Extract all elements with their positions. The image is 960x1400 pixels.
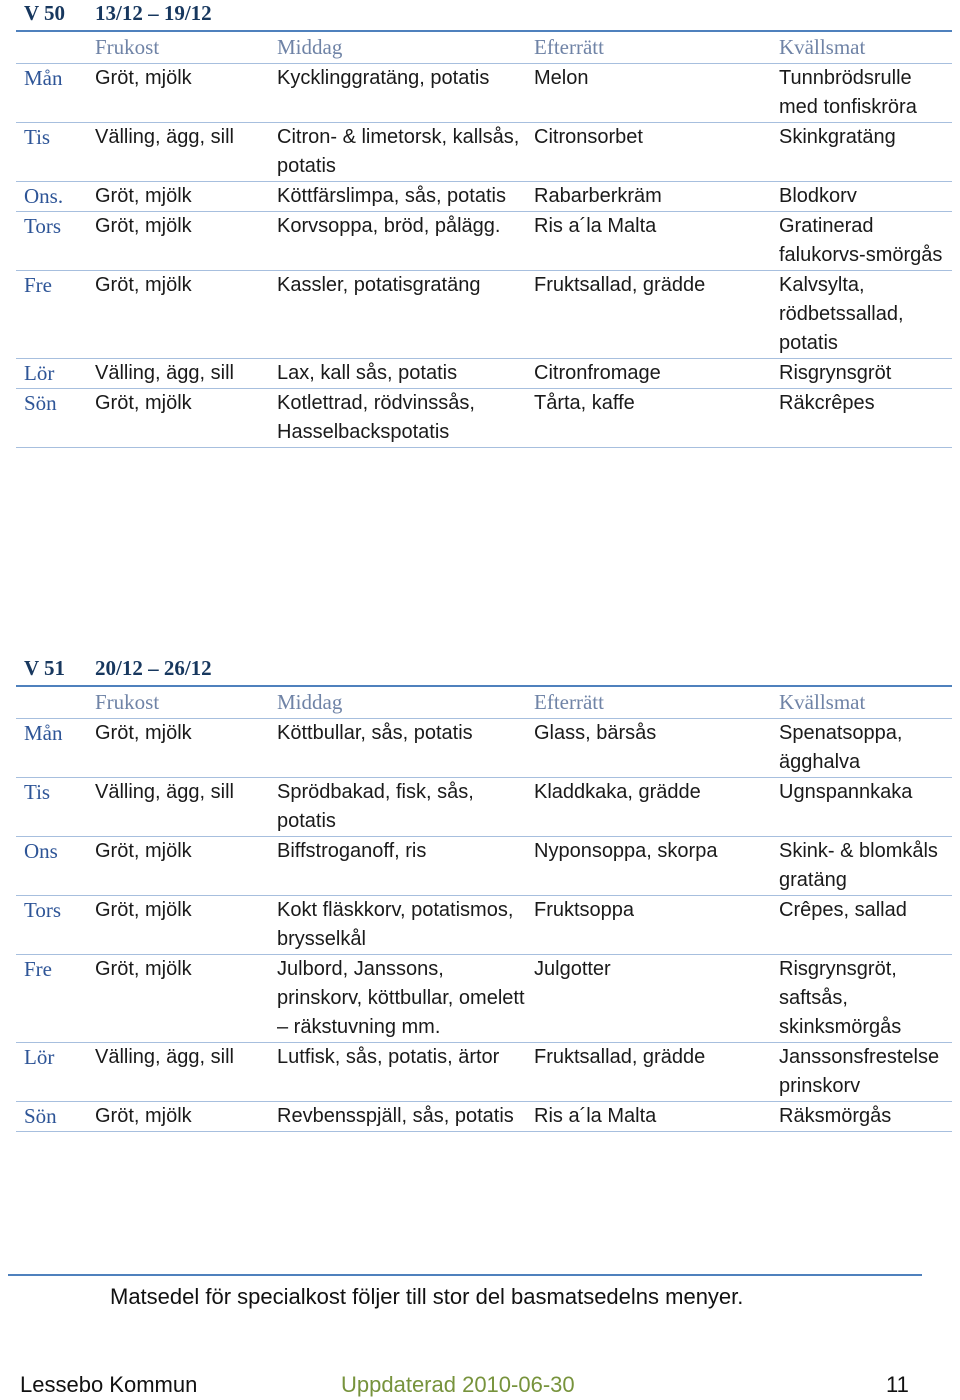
breakfast-cell: Gröt, mjölk [95,389,277,448]
lunch-cell: Lutfisk, sås, potatis, ärtor [277,1043,534,1102]
table-row [16,1043,952,1102]
menu-table [16,32,952,448]
dessert-cell: Julgotter [534,955,779,1043]
table-row [16,955,952,1043]
breakfast-cell: Gröt, mjölk [95,64,277,123]
week-label: V 51 [24,656,66,680]
day-cell: Lör [16,1043,95,1102]
dessert-cell: Ris a´la Malta [534,212,779,271]
day-cell: Tis [16,778,95,837]
lunch-column-header: Middag [277,32,534,64]
special-diet-note: Matsedel för specialkost följer till stor del basmatsedelns menyer. [110,1284,744,1309]
lunch-cell: Lax, kall sås, potatis [277,359,534,389]
week-heading [16,655,952,687]
table-row [16,1102,952,1132]
dessert-cell: Tårta, kaffe [534,389,779,448]
week-dates: 20/12 – 26/12 [95,656,212,680]
supper-cell: Risgrynsgröt [779,359,952,389]
footer-municipality: Lessebo Kommun [20,1372,198,1397]
dessert-column-header: Efterrätt [534,687,779,719]
dessert-column-header: Efterrätt [534,32,779,64]
lunch-cell: Köttfärslimpa, sås, potatis [277,182,534,212]
header-row [16,32,952,64]
dessert-cell: Kladdkaka, grädde [534,778,779,837]
lunch-cell: Biffstroganoff, ris [277,837,534,896]
day-cell: Ons [16,837,95,896]
supper-cell: Tunnbrödsrulle med tonfiskröra [779,64,952,123]
day-cell: Tors [16,896,95,955]
day-cell: Sön [16,1102,95,1132]
week-section-v50 [16,0,952,448]
footer-updated-date: Uppdaterad 2010-06-30 [341,1372,575,1397]
week-label: V 50 [24,1,66,25]
lunch-cell: Sprödbakad, fisk, sås, potatis [277,778,534,837]
table-row [16,182,952,212]
dessert-cell: Fruktsallad, grädde [534,1043,779,1102]
dessert-cell: Fruktsoppa [534,896,779,955]
supper-cell: Gratinerad falukorvs-smörgås [779,212,952,271]
lunch-cell: Kycklinggratäng, potatis [277,64,534,123]
supper-cell: Janssonsfrestelse prinskorv [779,1043,952,1102]
lunch-cell: Kokt fläskkorv, potatismos, brysselkål [277,896,534,955]
supper-cell: Kalvsylta, rödbetssallad, potatis [779,271,952,359]
lunch-cell: Revbensspjäll, sås, potatis [277,1102,534,1132]
table-row [16,389,952,448]
table-row [16,271,952,359]
supper-column-header: Kvällsmat [779,687,952,719]
lunch-cell: Julbord, Janssons, prinskorv, köttbullar, omelett – räkstuvning mm. [277,955,534,1043]
breakfast-cell: Välling, ägg, sill [95,123,277,182]
day-cell: Lör [16,359,95,389]
supper-cell: Risgrynsgröt, saftsås, skinksmörgås [779,955,952,1043]
dessert-cell: Melon [534,64,779,123]
breakfast-column-header: Frukost [95,32,277,64]
menu-table [16,687,952,1132]
lunch-cell: Kassler, potatisgratäng [277,271,534,359]
supper-column-header: Kvällsmat [779,32,952,64]
breakfast-cell: Gröt, mjölk [95,955,277,1043]
week-section-v51 [16,655,952,1132]
supper-cell: Spenatsoppa, ägghalva [779,719,952,778]
dessert-cell: Citronsorbet [534,123,779,182]
breakfast-cell: Gröt, mjölk [95,271,277,359]
header-row [16,687,952,719]
lunch-column-header: Middag [277,687,534,719]
day-cell: Sön [16,389,95,448]
supper-cell: Crêpes, sallad [779,896,952,955]
table-row [16,719,952,778]
lunch-cell: Köttbullar, sås, potatis [277,719,534,778]
day-cell: Fre [16,955,95,1043]
day-cell: Tors [16,212,95,271]
day-cell: Tis [16,123,95,182]
day-column-header [16,687,95,719]
day-column-header [16,32,95,64]
dessert-cell: Ris a´la Malta [534,1102,779,1132]
lunch-cell: Kotlettrad, rödvinssås, Hasselbackspotatis [277,389,534,448]
breakfast-cell: Välling, ägg, sill [95,1043,277,1102]
day-cell: Mån [16,719,95,778]
breakfast-cell: Gröt, mjölk [95,182,277,212]
supper-cell: Räkcrêpes [779,389,952,448]
dessert-cell: Nyponsoppa, skorpa [534,837,779,896]
table-row [16,359,952,389]
dessert-cell: Glass, bärsås [534,719,779,778]
week-heading [16,0,952,32]
day-cell: Mån [16,64,95,123]
breakfast-cell: Gröt, mjölk [95,719,277,778]
lunch-cell: Korvsoppa, bröd, pålägg. [277,212,534,271]
supper-cell: Blodkorv [779,182,952,212]
dessert-cell: Citronfromage [534,359,779,389]
dessert-cell: Fruktsallad, grädde [534,271,779,359]
supper-cell: Ugnspannkaka [779,778,952,837]
footer-divider [8,1274,922,1276]
lunch-cell: Citron- & limetorsk, kallsås, potatis [277,123,534,182]
day-cell: Ons. [16,182,95,212]
breakfast-cell: Gröt, mjölk [95,837,277,896]
supper-cell: Räksmörgås [779,1102,952,1132]
table-row [16,212,952,271]
table-row [16,64,952,123]
supper-cell: Skink- & blomkåls gratäng [779,837,952,896]
breakfast-cell: Gröt, mjölk [95,896,277,955]
table-row [16,778,952,837]
table-row [16,123,952,182]
breakfast-cell: Välling, ägg, sill [95,778,277,837]
breakfast-cell: Gröt, mjölk [95,212,277,271]
breakfast-column-header: Frukost [95,687,277,719]
table-row [16,837,952,896]
supper-cell: Skinkgratäng [779,123,952,182]
dessert-cell: Rabarberkräm [534,182,779,212]
day-cell: Fre [16,271,95,359]
week-dates: 13/12 – 19/12 [95,1,212,25]
page-number: 11 [886,1372,909,1397]
table-row [16,896,952,955]
breakfast-cell: Välling, ägg, sill [95,359,277,389]
breakfast-cell: Gröt, mjölk [95,1102,277,1132]
